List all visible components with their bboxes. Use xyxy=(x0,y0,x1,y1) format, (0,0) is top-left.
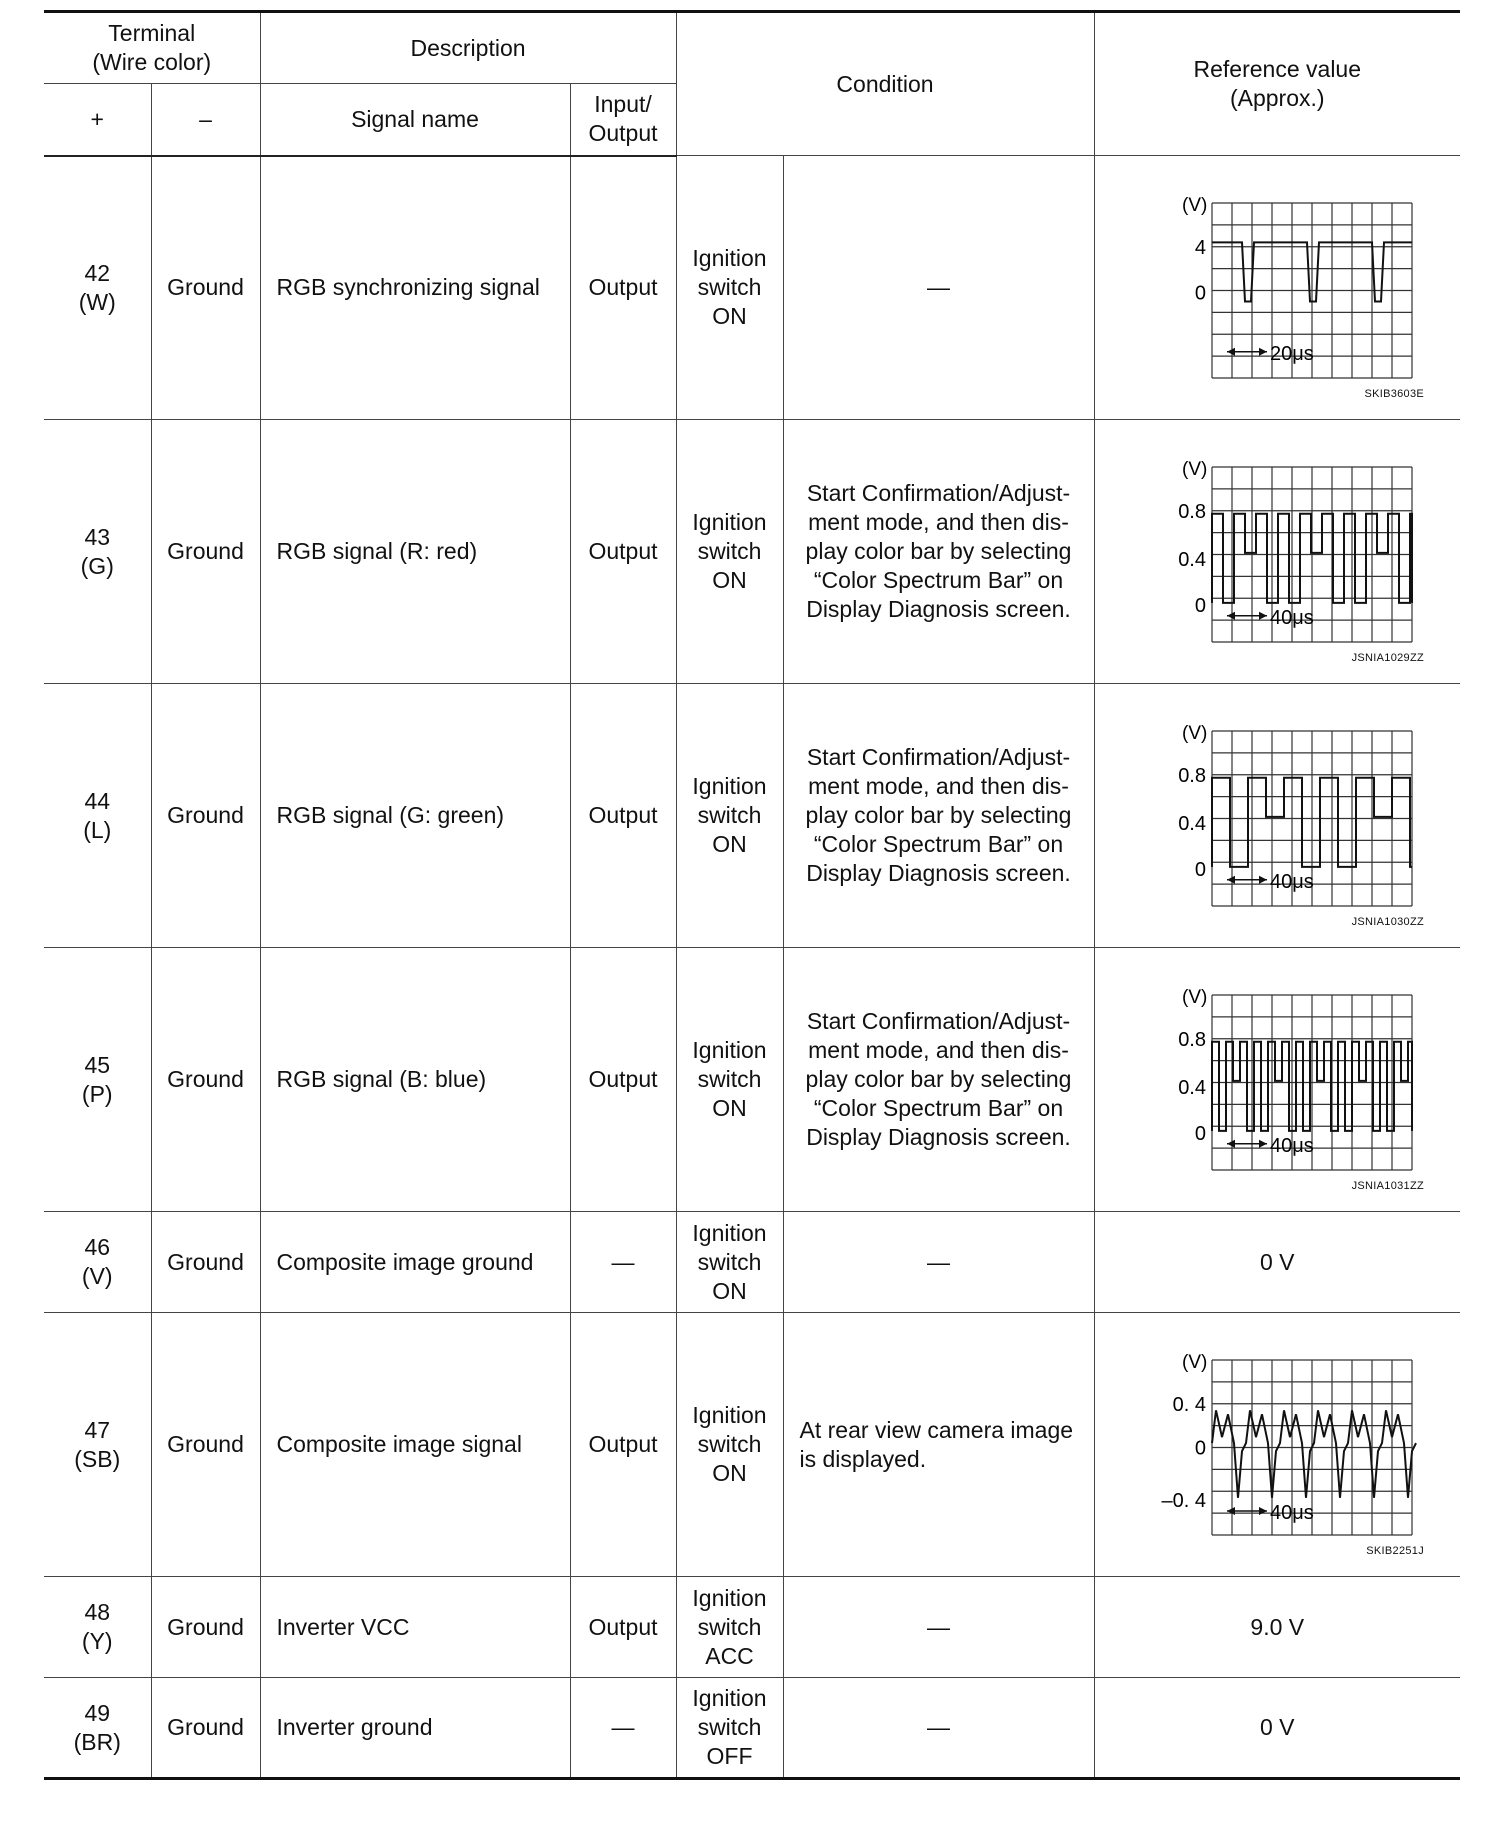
condition-cell: — xyxy=(783,156,1094,420)
waveform-graph xyxy=(1127,447,1427,657)
figure-code: SKIB2251J xyxy=(1366,1545,1425,1557)
y-tick-label: 4 xyxy=(1195,236,1207,259)
ignition-cell: Ignition switch ACC xyxy=(676,1577,783,1678)
arrow-right-icon xyxy=(1259,1506,1267,1514)
y-tick-label: 0.4 xyxy=(1178,812,1207,835)
terminal-cell: 44 (L) xyxy=(44,684,151,948)
reference-value-cell xyxy=(1094,1678,1460,1779)
table-row xyxy=(44,1678,1460,1779)
terminal-cell: 49 (BR) xyxy=(44,1678,151,1779)
description-header: Description xyxy=(260,12,676,84)
terminal-cell: 43 (G) xyxy=(44,420,151,684)
figure-code: JSNIA1030ZZ xyxy=(1351,916,1425,928)
condition-cell: Start Confirmation/Adjust- ment mode, and then dis- play color bar by selecting “Color Spectrum Bar” on Display Diagnosis screen. xyxy=(783,684,1094,948)
y-tick-label: 0 xyxy=(1195,594,1207,617)
unit-label: (V) xyxy=(1182,458,1208,480)
signal-name-cell: RGB signal (G: green) xyxy=(260,684,570,948)
ignition-cell: Ignition switch ON xyxy=(676,684,783,948)
table-row xyxy=(44,1313,1460,1577)
io-cell: Output xyxy=(570,948,676,1212)
table-row xyxy=(44,1577,1460,1678)
y-tick-label: 0 xyxy=(1195,282,1207,304)
signal-name-cell: Composite image ground xyxy=(260,1212,570,1313)
arrow-left-icon xyxy=(1227,347,1235,355)
io-cell: Output xyxy=(570,684,676,948)
terminal-reference-table xyxy=(44,10,1460,1780)
minus-header: – xyxy=(151,84,260,156)
y-tick-label: 0.4 xyxy=(1178,548,1207,571)
signal-name-cell: RGB signal (R: red) xyxy=(260,420,570,684)
io-cell: Output xyxy=(570,156,676,420)
figure-code: JSNIA1031ZZ xyxy=(1351,1180,1425,1192)
time-label: 40μs xyxy=(1270,606,1315,629)
reference-value: 9.0 V xyxy=(1250,1613,1305,1640)
reference-value-cell xyxy=(1094,1212,1460,1313)
io-cell: Output xyxy=(570,1577,676,1678)
ignition-cell: Ignition switch ON xyxy=(676,156,783,420)
time-label: 40μs xyxy=(1270,870,1315,893)
time-label: 40μs xyxy=(1270,1134,1315,1157)
ground-cell: Ground xyxy=(151,420,260,684)
signal-name-cell: RGB signal (B: blue) xyxy=(260,948,570,1212)
y-tick-label: 0.8 xyxy=(1178,764,1207,787)
ground-cell: Ground xyxy=(151,1678,260,1779)
arrow-left-icon xyxy=(1227,1139,1235,1147)
signal-name-cell: Inverter ground xyxy=(260,1678,570,1779)
reference-value: 0 V xyxy=(1260,1248,1295,1275)
reference-value-cell xyxy=(1094,1577,1460,1678)
signal-name-cell: RGB synchronizing signal xyxy=(260,156,570,420)
unit-label: (V) xyxy=(1182,1351,1208,1373)
ground-cell: Ground xyxy=(151,1577,260,1678)
reference-header: Reference value (Approx.) xyxy=(1094,12,1460,156)
ground-cell: Ground xyxy=(151,684,260,948)
ignition-cell: Ignition switch ON xyxy=(676,1313,783,1577)
io-header: Input/ Output xyxy=(570,84,676,156)
unit-label: (V) xyxy=(1182,986,1208,1008)
table-row xyxy=(44,1212,1460,1313)
ground-cell: Ground xyxy=(151,1212,260,1313)
ground-cell: Ground xyxy=(151,948,260,1212)
terminal-cell: 48 (Y) xyxy=(44,1577,151,1678)
io-cell: — xyxy=(570,1678,676,1779)
condition-cell: — xyxy=(783,1212,1094,1313)
signal-name-cell: Inverter VCC xyxy=(260,1577,570,1678)
terminal-cell: 42 (W) xyxy=(44,156,151,420)
arrow-right-icon xyxy=(1259,875,1267,883)
io-cell: Output xyxy=(570,1313,676,1577)
terminal-header: Terminal (Wire color) xyxy=(44,12,260,84)
arrow-left-icon xyxy=(1227,1506,1235,1514)
time-label: 20μs xyxy=(1270,342,1315,365)
terminal-cell: 46 (V) xyxy=(44,1212,151,1313)
condition-header: Condition xyxy=(676,12,1094,156)
y-tick-label: –0. 4 xyxy=(1161,1489,1207,1512)
terminal-cell: 45 (P) xyxy=(44,948,151,1212)
y-tick-label: 0.8 xyxy=(1178,1028,1207,1051)
reference-value-cell xyxy=(1094,948,1460,1212)
y-tick-label: 0.4 xyxy=(1178,1076,1207,1099)
arrow-left-icon xyxy=(1227,875,1235,883)
y-tick-label: 0.8 xyxy=(1178,500,1207,523)
ignition-cell: Ignition switch ON xyxy=(676,420,783,684)
waveform-graph xyxy=(1127,711,1427,921)
condition-cell: At rear view camera image is displayed. xyxy=(783,1313,1094,1577)
terminal-cell: 47 (SB) xyxy=(44,1313,151,1577)
arrow-right-icon xyxy=(1259,611,1267,619)
figure-code: JSNIA1029ZZ xyxy=(1351,652,1425,664)
reference-value-cell xyxy=(1094,1313,1460,1577)
waveform-graph xyxy=(1127,183,1427,393)
condition-cell: Start Confirmation/Adjust- ment mode, and then dis- play color bar by selecting “Color Spectrum Bar” on Display Diagnosis screen. xyxy=(783,948,1094,1212)
table-row xyxy=(44,684,1460,948)
ignition-cell: Ignition switch ON xyxy=(676,1212,783,1313)
table-row xyxy=(44,948,1460,1212)
plus-header: + xyxy=(44,84,151,156)
table-row xyxy=(44,420,1460,684)
y-tick-label: 0 xyxy=(1195,858,1207,881)
signal-name-header: Signal name xyxy=(260,84,570,156)
waveform-graph xyxy=(1127,975,1427,1185)
arrow-right-icon xyxy=(1259,1139,1267,1147)
arrow-right-icon xyxy=(1259,347,1267,355)
unit-label: (V) xyxy=(1182,194,1208,216)
y-tick-label: 0 xyxy=(1195,1437,1207,1459)
y-tick-label: 0 xyxy=(1195,1122,1207,1145)
ground-cell: Ground xyxy=(151,156,260,420)
signal-trace xyxy=(1212,1410,1416,1498)
reference-value: 0 V xyxy=(1260,1714,1295,1740)
condition-cell: — xyxy=(783,1577,1094,1678)
table-row xyxy=(44,156,1460,420)
y-tick-label: 0. 4 xyxy=(1172,1393,1207,1416)
time-label: 40μs xyxy=(1270,1501,1315,1524)
unit-label: (V) xyxy=(1182,722,1208,744)
reference-value-cell xyxy=(1094,684,1460,948)
signal-name-cell: Composite image signal xyxy=(260,1313,570,1577)
reference-value-cell xyxy=(1094,156,1460,420)
waveform-graph xyxy=(1127,1340,1427,1550)
ignition-cell: Ignition switch OFF xyxy=(676,1678,783,1779)
condition-cell: — xyxy=(783,1678,1094,1779)
io-cell: — xyxy=(570,1212,676,1313)
io-cell: Output xyxy=(570,420,676,684)
ground-cell: Ground xyxy=(151,1313,260,1577)
figure-code: SKIB3603E xyxy=(1364,388,1425,400)
condition-cell: Start Confirmation/Adjust- ment mode, and then dis- play color bar by selecting “Color Spectrum Bar” on Display Diagnosis screen. xyxy=(783,420,1094,684)
ignition-cell: Ignition switch ON xyxy=(676,948,783,1212)
reference-value-cell xyxy=(1094,420,1460,684)
arrow-left-icon xyxy=(1227,611,1235,619)
